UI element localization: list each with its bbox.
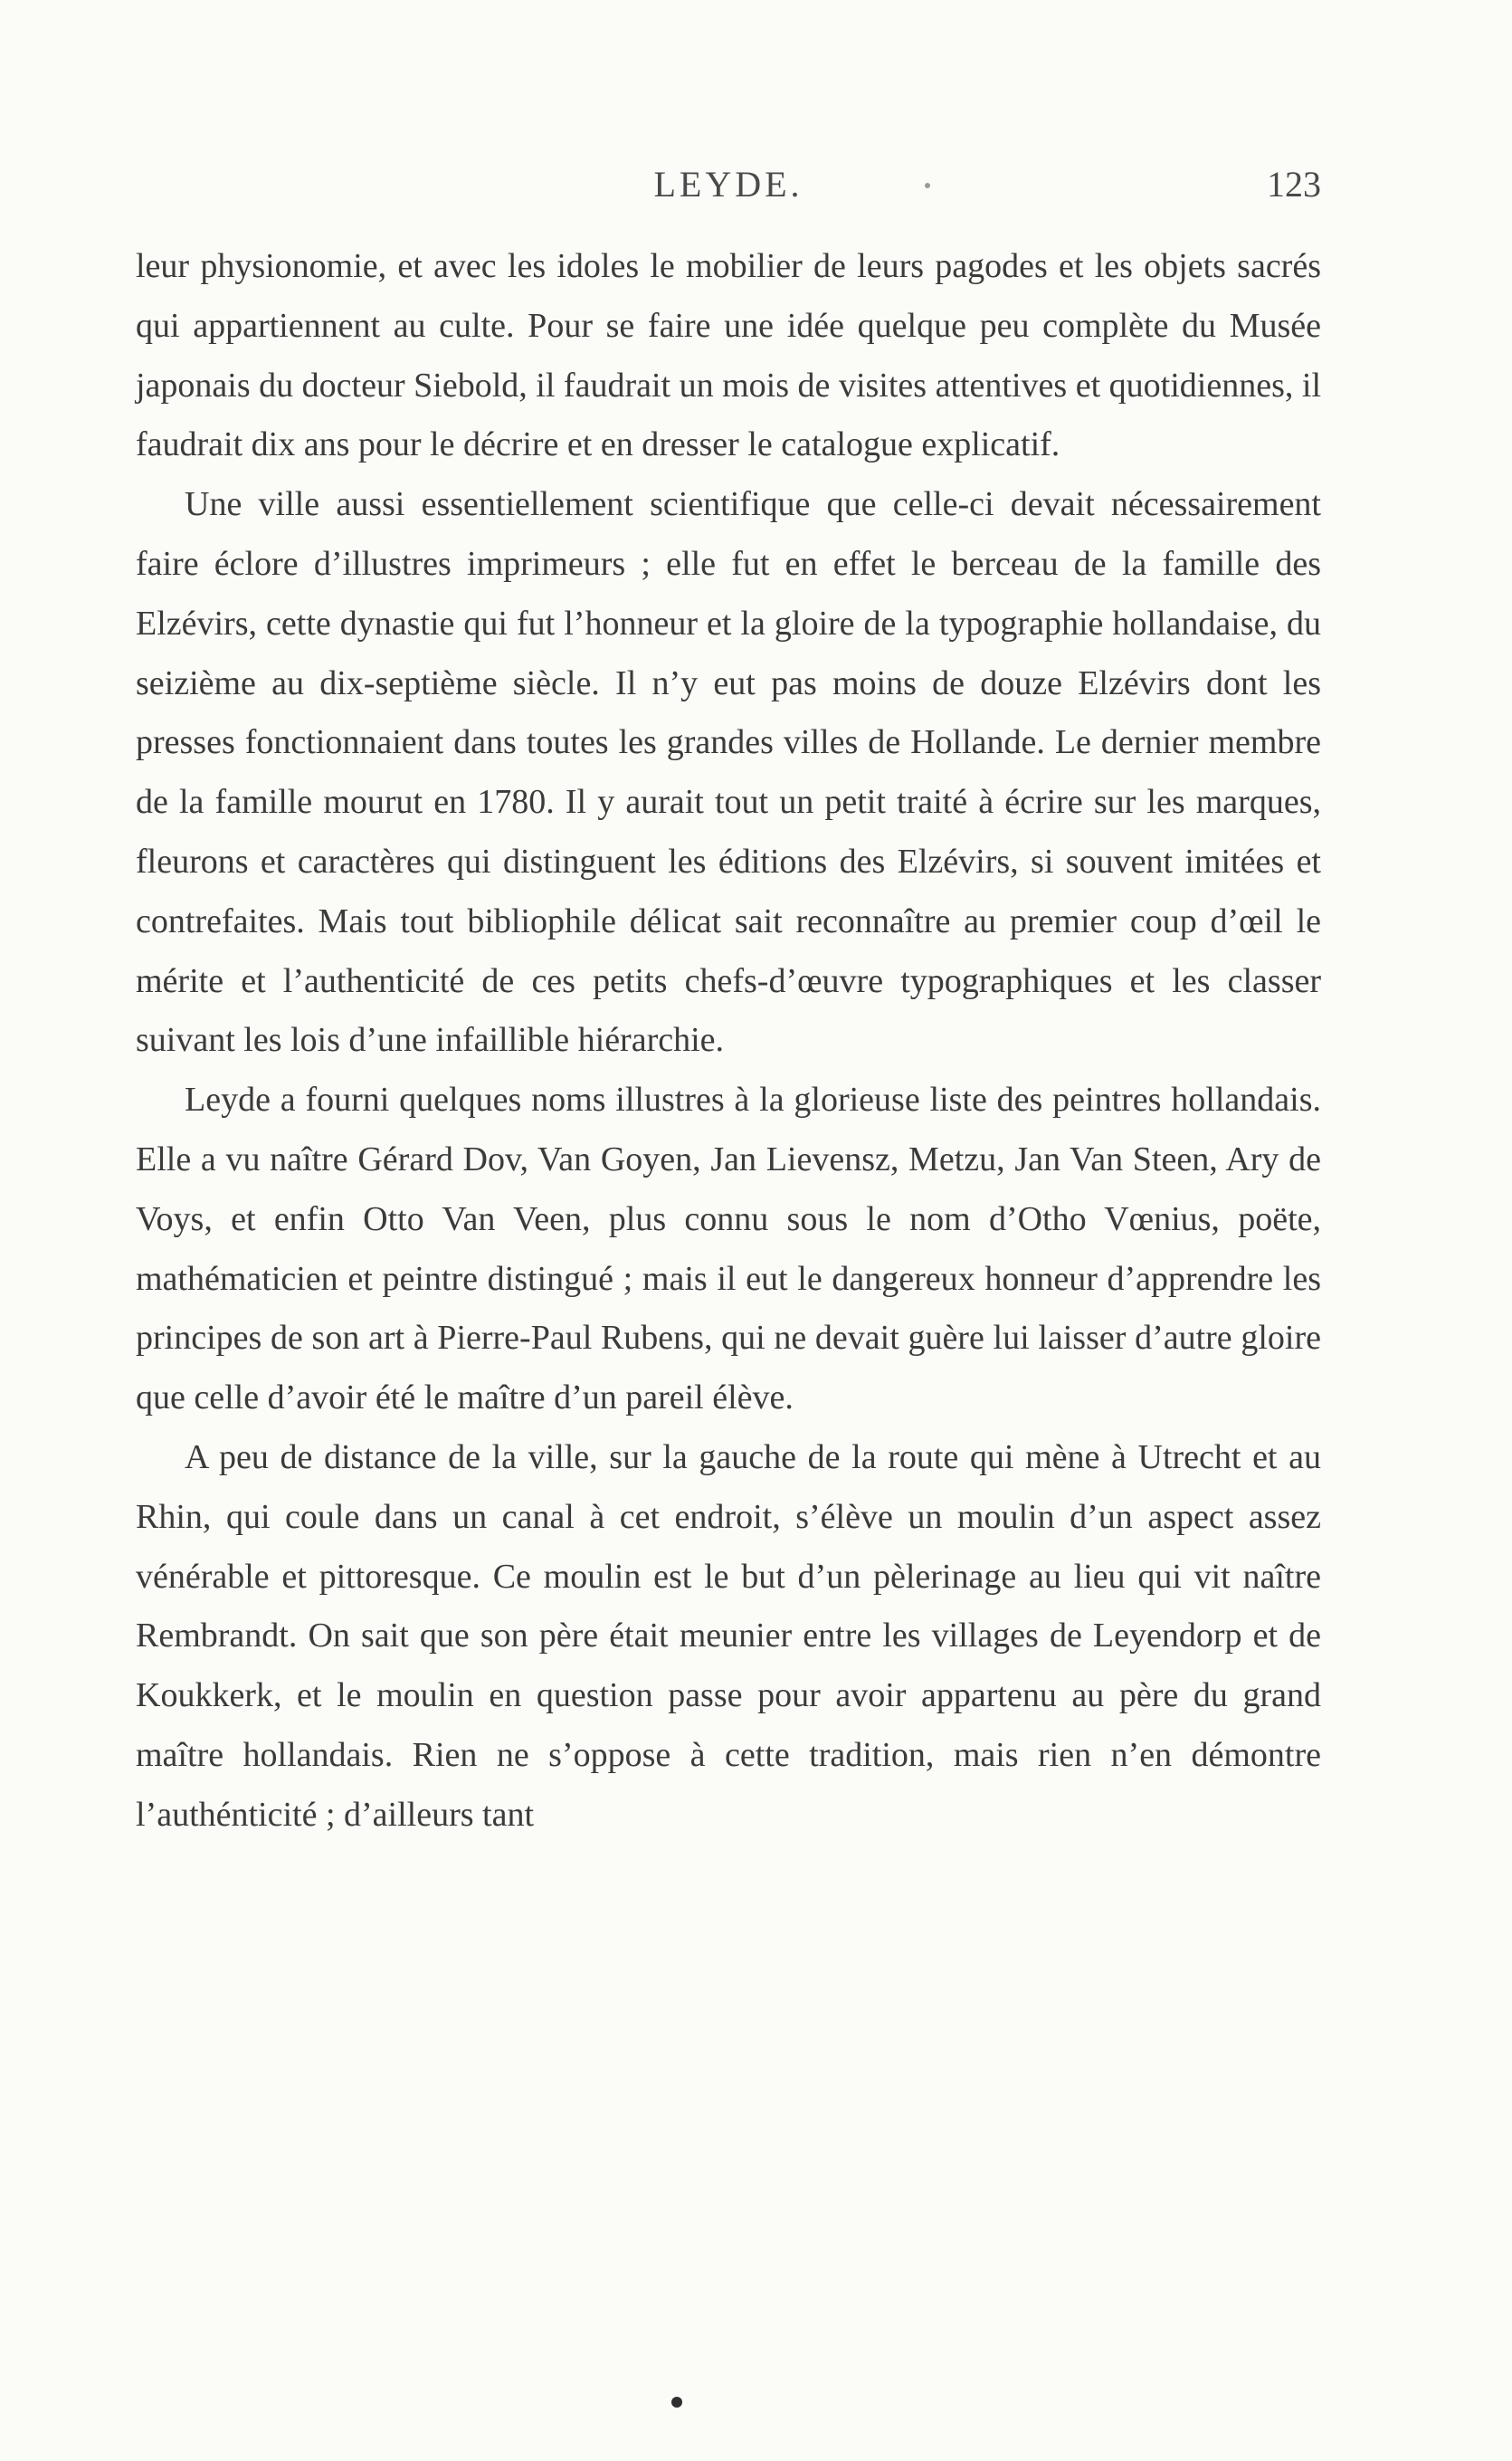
paragraph-rembrandt-mill: A peu de distance de la ville, sur la gauche de la route qui mène à Utrecht et au Rhin, qui coule dans un canal à cet endroit, s’élève un moulin d’un aspect assez vénérable et pittoresque. Ce moulin est le but d’un pèlerinage au lieu qui vit naître Rembrandt. On sait que son père était meunier entre les villages de Leyendorp et de Koukkerk, et le moulin en question passe pour avoir appartenu au père du grand maître hollandais. Rien ne s’oppose à cette tradition, mais rien n’en démontre l’authénticité ; d’ailleurs tant	[136, 1437, 1321, 1834]
running-title: LEYDE.	[653, 164, 804, 205]
header-dot	[925, 183, 930, 188]
page-header	[136, 163, 1321, 217]
paragraph-elzevirs: Une ville aussi essentiellement scientifique que celle-ci devait nécessairement faire éclore d’illustres imprimeurs ; elle fut en effet le berceau de la famille des Elzévirs, cette dynastie qui fut l’honneur et la gloire de la typographie hollandaise, du seizième au dix-septième siècle. Il n’y eut pas moins de douze Elzévirs dont les presses fonctionnaient dans toutes les grandes villes de Hollande. Le dernier membre de la famille mourut en 1780. Il y aurait tout un petit traité à écrire sur les marques, fleurons et caractères qui distinguent les éditions des Elzévirs, si souvent imitées et contrefaites. Mais tout bibliophile délicat sait reconnaître au premier coup d’œil le mérite et l’authenticité de ces petits chefs-d’œuvre typographiques et les classer suivant les lois d’une infaillible hiérarchie.	[136, 485, 1321, 1060]
page-number: 123	[1267, 164, 1321, 205]
body-text	[136, 237, 1321, 1846]
footer-dot	[671, 2397, 682, 2408]
paragraph-painters: Leyde a fourni quelques noms illustres à la glorieuse liste des peintres hollandais. Elle a vu naître Gérard Dov, Van Goyen, Jan Lievensz, Metzu, Jan Van Steen, Ary de Voys, et enfin Otto Van Veen, plus connu sous le nom d’Otho Vœnius, poëte, mathématicien et peintre distingué ; mais il eut le dangereux honneur d’apprendre les principes de son art à Pierre-Paul Rubens, qui ne devait guère lui laisser d’autre gloire que celle d’avoir été le maître d’un pareil élève.	[136, 1081, 1321, 1417]
paragraph-continuation: leur physionomie, et avec les idoles le mobilier de leurs pagodes et les objets sacrés qui appartiennent au culte. Pour se faire une idée quelque peu complète du Musée japonais du docteur Siebold, il faudrait un mois de visites attentives et quotidiennes, il faudrait dix ans pour le décrire et en dresser le catalogue explicatif.	[136, 247, 1321, 464]
